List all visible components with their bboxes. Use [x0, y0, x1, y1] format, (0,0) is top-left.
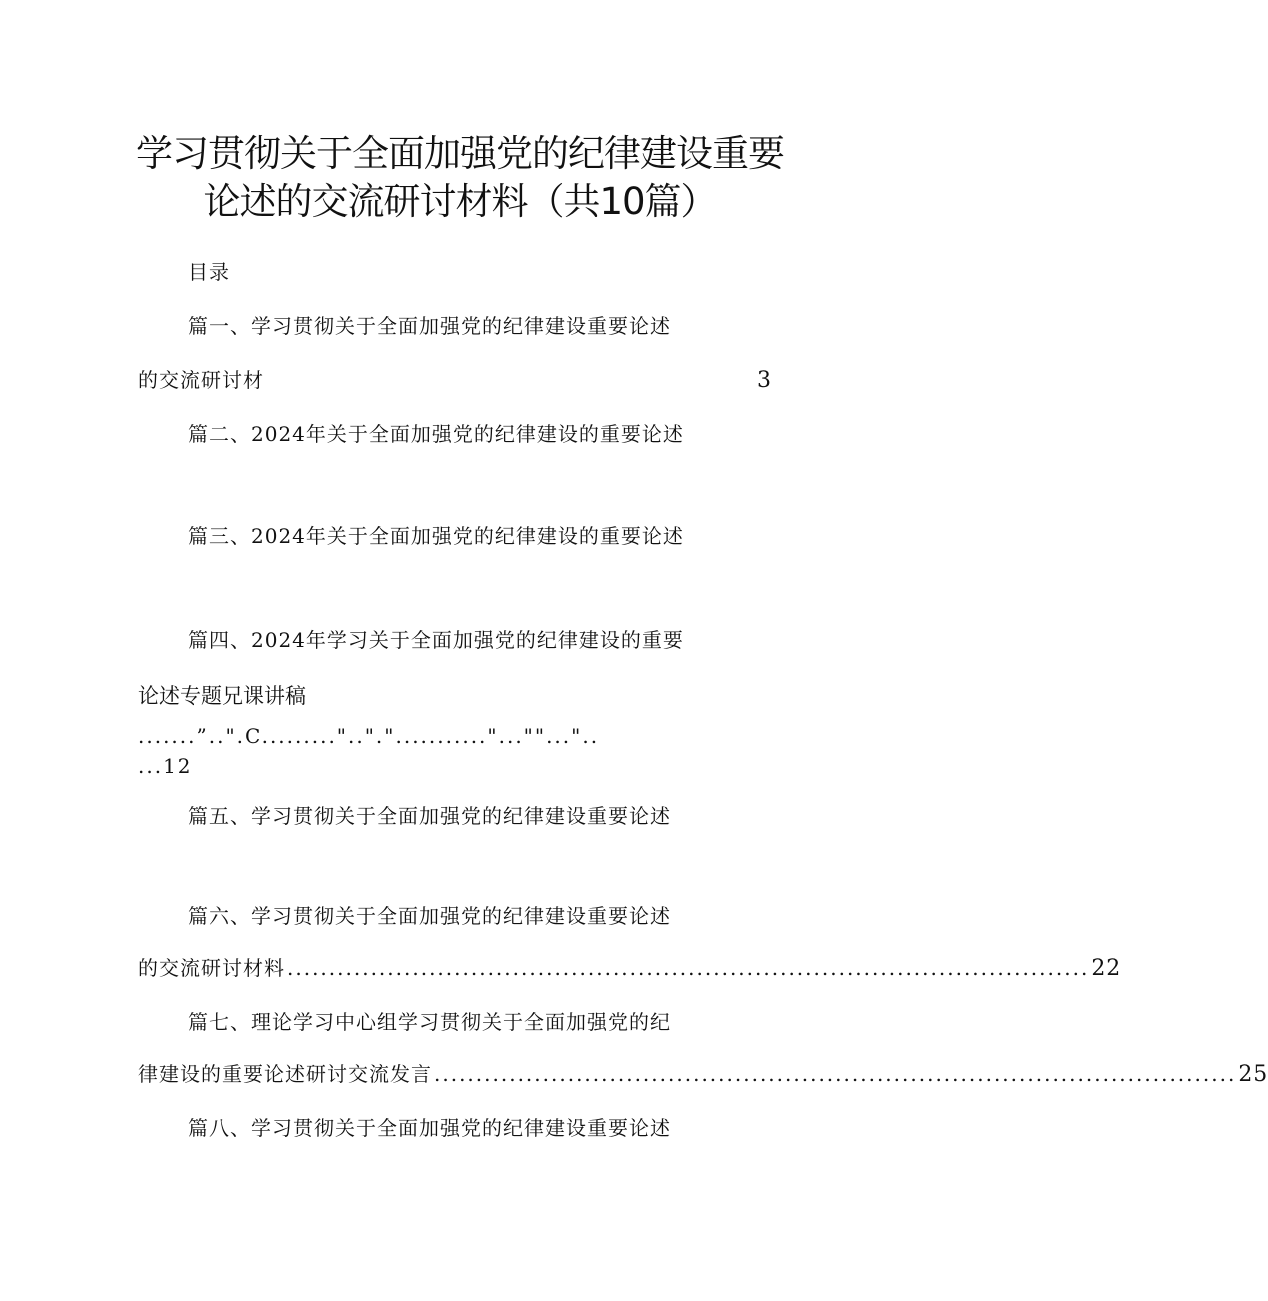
toc-entry-7-text: 律建设的重要论述研讨交流发言: [138, 1062, 432, 1086]
toc-entry-6-text: 的交流研讨材料: [138, 956, 285, 980]
toc-entry-7-line-2: [138, 1060, 1268, 1089]
toc-entry-4-line-1: 篇四、2024年学习关于全面加强党的纪律建设的重要: [188, 628, 684, 652]
document-title-line-2: 论述的交流研讨材料（共10篇）: [203, 180, 717, 223]
toc-entry-6-leader: ................................................................................................: [287, 956, 1090, 980]
toc-entry-7-leader: ................................................................................................: [434, 1062, 1237, 1086]
toc-entry-4-page: ...12: [138, 754, 193, 778]
toc-entry-1-page: 3: [757, 368, 772, 393]
toc-entry-6-line-2: [138, 954, 1122, 983]
toc-entry-3: 篇三、2024年关于全面加强党的纪律建设的重要论述: [188, 524, 684, 548]
toc-entry-1-text: 的交流研讨材: [138, 368, 264, 392]
toc-entry-1-line-1: 篇一、学习贯彻关于全面加强党的纪律建设重要论述: [188, 314, 671, 338]
toc-entry-4-dots: .......”..".C.........".."."..........."...""..."..: [138, 724, 600, 748]
document-title-line-1: 学习贯彻关于全面加强党的纪律建设重要: [136, 132, 784, 175]
toc-entry-4-line-2: 论述专题兄课讲稿: [138, 684, 306, 708]
toc-entry-2: 篇二、2024年关于全面加强党的纪律建设的重要论述: [188, 422, 684, 446]
toc-entry-1-line-2: [138, 366, 772, 395]
toc-entry-7-page: 25: [1238, 1062, 1268, 1087]
toc-entry-8: 篇八、学习贯彻关于全面加强党的纪律建设重要论述: [188, 1116, 671, 1140]
toc-entry-7-line-1: 篇七、理论学习中心组学习贯彻关于全面加强党的纪: [188, 1010, 671, 1034]
toc-entry-5: 篇五、学习贯彻关于全面加强党的纪律建设重要论述: [188, 804, 671, 828]
toc-entry-6-page: 22: [1091, 956, 1122, 981]
toc-entry-6-line-1: 篇六、学习贯彻关于全面加强党的纪律建设重要论述: [188, 904, 671, 928]
toc-heading: 目录: [188, 260, 230, 284]
